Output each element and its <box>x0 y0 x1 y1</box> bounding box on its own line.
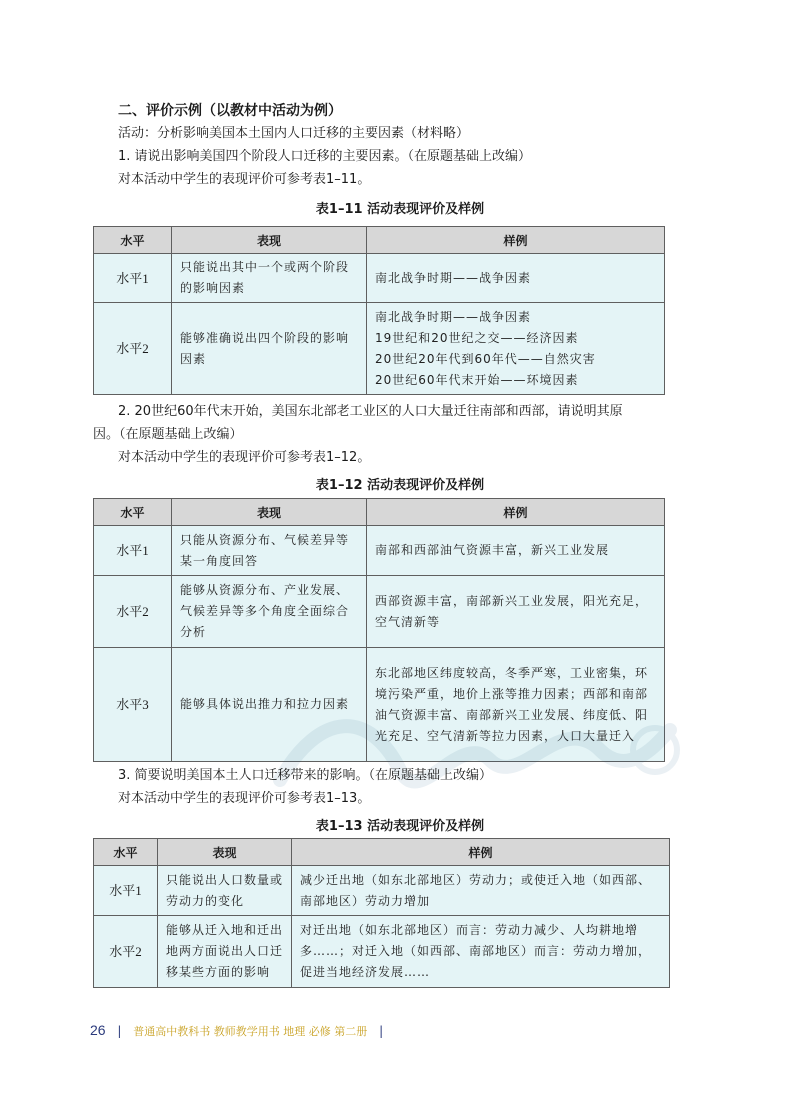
cell-text: 东北部地区纬度较高，冬季严寒，工业密集，环 <box>375 665 649 680</box>
book-title: 普通高中教科书 教师教学用书 地理 必修 第二册 <box>133 1025 368 1038</box>
performance-cell <box>158 866 292 916</box>
cell-text: 能够从迁入地和迁出 <box>166 923 284 937</box>
table-row <box>94 526 665 576</box>
level-cell: 水平3 <box>94 648 172 762</box>
cell-text: 能够具体说出推力和拉力因素 <box>180 697 350 711</box>
question-1: 1. 请说出影响美国四个阶段人口迁移的主要因素。（在原题基础上改编） <box>118 149 532 164</box>
table-1 <box>93 226 665 395</box>
header-level: 水平 <box>94 499 172 526</box>
level-cell: 水平1 <box>94 526 172 576</box>
level-cell: 水平2 <box>94 576 172 648</box>
sample-cell <box>292 916 670 988</box>
cell-text: 20世纪20年代到60年代——自然灾害 <box>375 351 596 366</box>
cell-text: 的影响因素 <box>180 281 246 295</box>
cell-text: 促进当地经济发展…… <box>300 965 431 979</box>
table-header-row <box>94 839 670 866</box>
cell-text: 能够准确说出四个阶段的影响 <box>180 330 350 345</box>
cell-text: 多……；对迁入地（如西部、南部地区）而言：劳动力增加， <box>300 944 652 958</box>
level-cell: 水平1 <box>94 254 172 303</box>
cell-text: 只能说出人口数量或 <box>166 872 284 887</box>
cell-text: 移某些方面的影响 <box>166 965 271 979</box>
sample-cell <box>367 576 665 648</box>
cell-text: 对迁出地（如东北部地区）而言：劳动力减少、人均耕地增 <box>300 923 639 937</box>
header-level: 水平 <box>94 227 172 254</box>
performance-cell <box>172 576 367 648</box>
header-level: 水平 <box>94 839 158 866</box>
cell-text: 劳动力的变化 <box>166 893 245 908</box>
cell-text: 境污染严重，地价上涨等推力因素；西部和南部 <box>375 686 649 701</box>
cell-text: 分析 <box>180 625 207 639</box>
cell-text: 某一角度回答 <box>180 553 259 568</box>
performance-cell <box>158 916 292 988</box>
cell-text: 因素 <box>180 351 207 366</box>
cell-text: 减少迁出地（如东北部地区）劳动力；或使迁入地（如西部、 <box>300 872 652 887</box>
performance-cell <box>172 648 367 762</box>
table-header-row <box>94 227 665 254</box>
cell-text: 南部和西部油气资源丰富，新兴工业发展 <box>375 543 610 557</box>
section-heading: 二、评价示例（以教材中活动为例） <box>118 103 342 119</box>
header-performance: 表现 <box>172 499 367 526</box>
question-2-line-2: 因。（在原题基础上改编） <box>93 427 243 442</box>
question-2-ref: 对本活动中学生的表现评价可参考表1–12。 <box>118 450 371 465</box>
table-1-caption: 表1–11 活动表现评价及样例 <box>315 202 485 217</box>
performance-cell <box>172 526 367 576</box>
cell-text: 气候差异等多个角度全面综合 <box>180 604 350 618</box>
cell-text: 南北战争时期——战争因素 <box>375 309 532 324</box>
page-number: 26 <box>90 1022 106 1038</box>
cell-text: 20世纪60年代末开始——环境因素 <box>375 372 579 387</box>
cell-text: 能够从资源分布、产业发展、 <box>180 583 350 597</box>
table-row <box>94 916 670 988</box>
level-cell: 水平2 <box>94 303 172 395</box>
cell-text: 油气资源丰富、南部新兴工业发展、纬度低、阳 <box>375 707 649 722</box>
table-2 <box>93 498 665 762</box>
table-row <box>94 576 665 648</box>
sample-cell <box>367 526 665 576</box>
question-2-line-1: 2. 20世纪60年代末开始，美国东北部老工业区的人口大量迁往南部和西部，请说明其原 <box>118 404 623 419</box>
header-sample: 样例 <box>367 227 665 254</box>
sample-cell <box>367 303 665 395</box>
sample-cell <box>367 254 665 303</box>
table-row <box>94 648 665 762</box>
cell-text: 光充足、空气清新等拉力因素，人口大量迁入 <box>375 728 636 743</box>
cell-text: 南北战争时期——战争因素 <box>375 270 532 285</box>
table-row <box>94 303 665 395</box>
header-performance: 表现 <box>172 227 367 254</box>
table-row <box>94 254 665 303</box>
footer-divider: | <box>379 1024 384 1038</box>
question-3: 3. 简要说明美国本土人口迁移带来的影响。（在原题基础上改编） <box>118 768 493 783</box>
table-row <box>94 866 670 916</box>
header-sample: 样例 <box>367 499 665 526</box>
cell-text: 南部地区）劳动力增加 <box>300 893 431 908</box>
cell-text: 空气清新等 <box>375 614 441 629</box>
performance-cell <box>172 254 367 303</box>
table-3 <box>93 838 670 988</box>
cell-text: 19世纪和20世纪之交——经济因素 <box>375 330 579 345</box>
level-cell: 水平1 <box>94 866 158 916</box>
cell-text: 只能从资源分布、气候差异等 <box>180 532 350 547</box>
level-cell: 水平2 <box>94 916 158 988</box>
table-header-row <box>94 499 665 526</box>
cell-text: 地两方面说出人口迁 <box>166 944 284 958</box>
question-3-ref: 对本活动中学生的表现评价可参考表1–13。 <box>118 791 371 806</box>
cell-text: 只能说出其中一个或两个阶段 <box>180 260 350 274</box>
table-3-caption: 表1–13 活动表现评价及样例 <box>315 819 485 834</box>
header-sample: 样例 <box>292 839 670 866</box>
activity-line: 活动：分析影响美国本土国内人口迁移的主要因素（材料略） <box>118 126 470 141</box>
question-1-ref: 对本活动中学生的表现评价可参考表1–11。 <box>118 172 371 187</box>
sample-cell <box>292 866 670 916</box>
cell-text: 西部资源丰富，南部新兴工业发展，阳光充足， <box>375 593 649 608</box>
table-2-caption: 表1–12 活动表现评价及样例 <box>315 478 485 493</box>
footer-divider: | <box>117 1024 122 1038</box>
page-footer <box>90 1022 391 1039</box>
performance-cell <box>172 303 367 395</box>
sample-cell <box>367 648 665 762</box>
header-performance: 表现 <box>158 839 292 866</box>
